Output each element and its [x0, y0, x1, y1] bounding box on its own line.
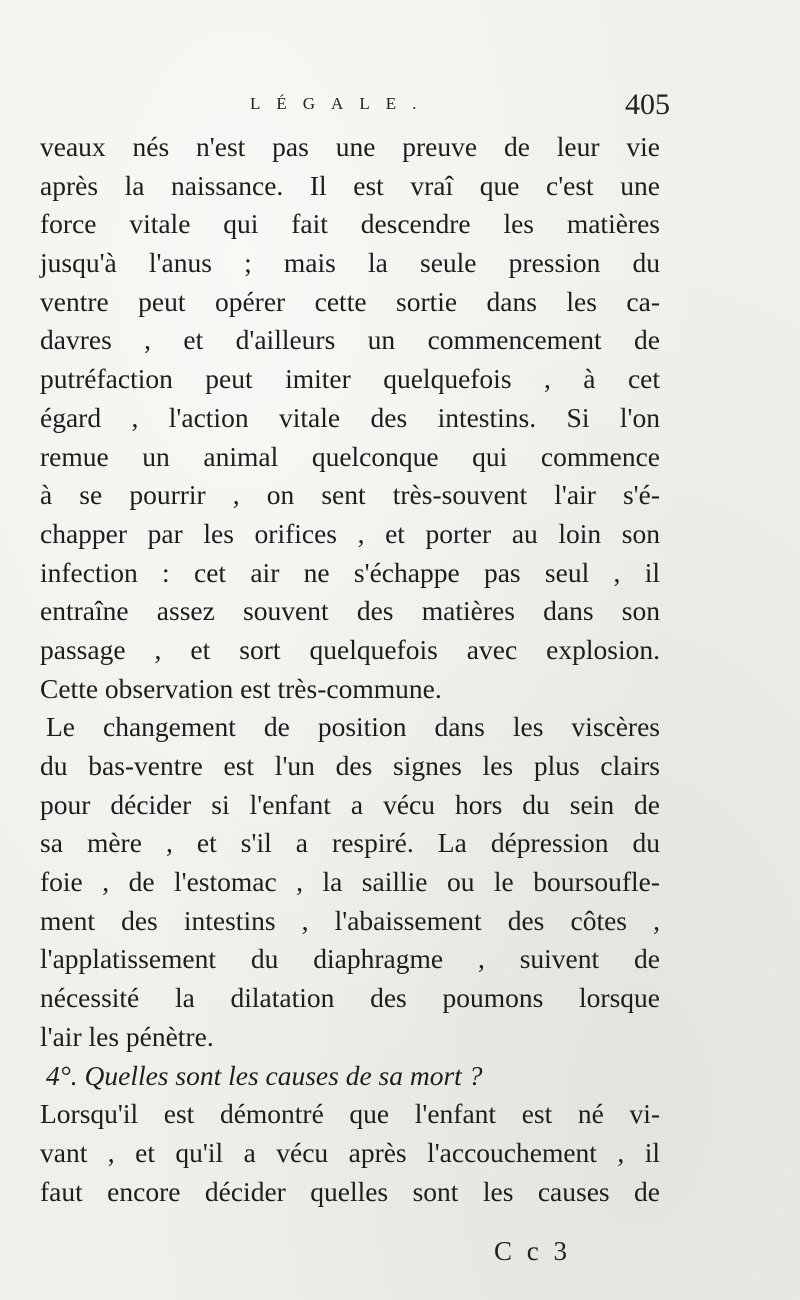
text-line: passage , et sort quelquefois avec explosion.: [40, 633, 660, 665]
text-line: ment des intestins , l'abaissement des côtes ,: [40, 904, 660, 936]
page-number: 405: [625, 88, 670, 121]
text-line: putréfaction peut imiter quelquefois , à cet: [40, 363, 660, 395]
text-line: égard , l'action vitale des intestins. Si l'on: [40, 401, 660, 433]
text-line: nécessité la dilatation des poumons lorsque: [40, 982, 660, 1014]
text-line: ventre peut opérer cette sortie dans les ca-: [40, 285, 660, 317]
text-line: chapper par les orifices , et porter au loin son: [40, 517, 660, 549]
section-heading: 4°. Quelles sont les causes de sa mort ?: [46, 1059, 483, 1091]
text-line: vant , et qu'il a vécu après l'accouchement , il: [40, 1136, 660, 1168]
text-line: à se pourrir , on sent très-souvent l'air s'é-: [40, 479, 660, 511]
page-header: [250, 88, 670, 128]
running-head: LÉGALE.: [250, 94, 433, 113]
text-line: entraîne assez souvent des matières dans son: [40, 595, 660, 627]
text-line: après la naissance. Il est vraî que c'est une: [40, 169, 660, 201]
text-line: infection : cet air ne s'échappe pas seul , il: [40, 556, 660, 588]
text-line: veaux nés n'est pas une preuve de leur vie: [40, 131, 660, 162]
text-line: remue un animal quelconque qui commence: [40, 440, 660, 472]
text-line: davres , et d'ailleurs un commencement de: [40, 324, 660, 356]
text-line: sa mère , et s'il a respiré. La dépression du: [40, 827, 660, 859]
text-line: force vitale qui fait descendre les matières: [40, 208, 660, 240]
paragraph-first-line: Le changement de position dans les viscères: [46, 711, 660, 743]
text-line: du bas-ventre est l'un des signes les plus clairs: [40, 750, 660, 781]
text-line: l'air les pénètre.: [40, 1020, 214, 1052]
signature-mark: C c 3: [494, 1236, 571, 1266]
text-line: foie , de l'estomac , la saillie ou le boursoufle-: [40, 866, 660, 898]
text-line: faut encore décider quelles sont les causes de: [40, 1175, 660, 1207]
text-line: Cette observation est très-commune.: [40, 672, 442, 704]
text-line: l'applatissement du diaphragme , suivent de: [40, 943, 660, 975]
text-line: jusqu'à l'anus ; mais la seule pression du: [40, 247, 660, 279]
text-line: Lorsqu'il est démontré que l'enfant est né vi-: [40, 1098, 660, 1130]
body-text: [40, 128, 660, 1211]
text-line: pour décider si l'enfant a vécu hors du sein de: [40, 788, 660, 820]
